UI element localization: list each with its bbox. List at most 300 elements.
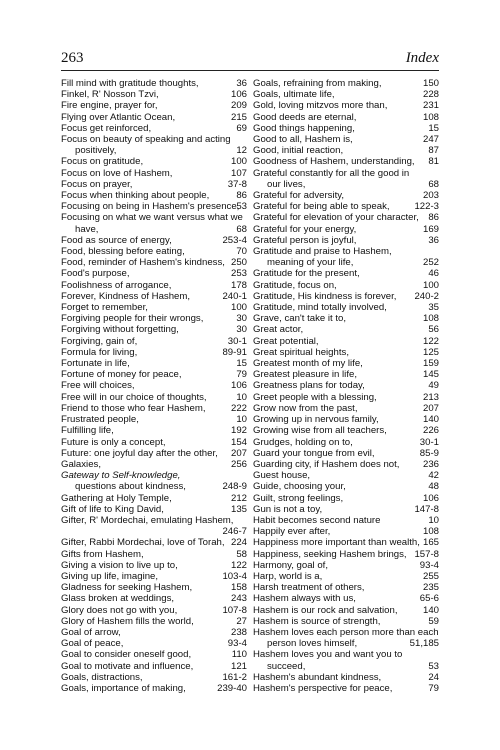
index-entry [61, 683, 247, 694]
entry-pages: 30-1 [227, 335, 247, 347]
entry-term: Free will choices, [61, 380, 135, 392]
index-entry [253, 481, 439, 492]
index-entry [61, 549, 247, 560]
index-entry [61, 627, 247, 638]
entry-pages: 10 [236, 391, 247, 403]
index-entry [61, 392, 247, 403]
entry-pages: 240-2 [414, 290, 439, 302]
entry-pages: 93-4 [419, 559, 439, 571]
entry-term: Great spiritual heights, [253, 346, 349, 358]
entry-term: Focusing on what we want versus what we [61, 212, 243, 224]
entry-term: Fortunate in life, [61, 358, 130, 370]
entry-term: Friend to those who fear Hashem, [61, 402, 206, 414]
entry-continuation: succeed, 53 [267, 660, 439, 672]
index-entry [253, 649, 439, 671]
entry-term: Foolishness of arrogance, [61, 279, 172, 291]
index-entry [61, 448, 247, 459]
entry-pages: 231 [422, 100, 439, 112]
index-entry [253, 470, 439, 481]
entry-pages: 224 [230, 537, 247, 549]
entry-pages: 253-4 [222, 234, 247, 246]
entry-term: Goal of arrow, [61, 626, 121, 638]
index-entry [61, 571, 247, 582]
index-entry [61, 605, 247, 616]
section-title: Index [405, 50, 439, 66]
entry-pages: 252 [422, 257, 439, 269]
entry-pages: 53 [428, 660, 439, 672]
index-entry [253, 627, 439, 649]
entry-term: Grateful for elevation of your character, [253, 212, 419, 224]
entry-pages: 150 [422, 78, 439, 89]
entry-pages: 165 [422, 537, 439, 549]
entry-pages: 10 [428, 514, 439, 526]
entry-term: Goals, refraining from making, [253, 78, 382, 89]
entry-term: Forget to remember, [61, 302, 148, 314]
entry-term: Good things happening, [253, 122, 355, 134]
entry-term: Hashem is our rock and salvation, [253, 604, 398, 616]
index-entry [253, 112, 439, 123]
entry-term: Gateway to Self-knowledge, [61, 470, 181, 482]
entry-term: Giving up life, imagine, [61, 570, 159, 582]
entry-term: Good to all, Hashem is, [253, 134, 353, 146]
index-entry [61, 515, 247, 537]
index-entry [61, 313, 247, 324]
entry-term: Happiness more important than wealth, [253, 537, 420, 549]
entry-term: Free will in our choice of thoughts, [61, 391, 207, 403]
index-entry [253, 414, 439, 425]
entry-continuation: meaning of your life, 252 [267, 257, 439, 269]
index-entry [253, 336, 439, 347]
index-entry [61, 89, 247, 100]
entry-term: Food, blessing before eating, [61, 246, 185, 258]
entry-pages: 27 [236, 615, 247, 627]
entry-pages: 70 [236, 246, 247, 258]
index-entry [253, 235, 439, 246]
index-entry [61, 369, 247, 380]
entry-term: Fulfilling life, [61, 425, 114, 437]
index-entry [253, 369, 439, 380]
entry-term: Forgiving, gain of, [61, 335, 138, 347]
entry-pages: 87 [428, 145, 439, 157]
entry-pages: 79 [428, 682, 439, 694]
index-entry [61, 537, 247, 548]
entry-pages: 35 [428, 302, 439, 314]
entry-pages: 36 [428, 234, 439, 246]
index-entry [253, 605, 439, 616]
entry-pages: 85-9 [419, 447, 439, 459]
index-entry [253, 324, 439, 335]
entry-term: Goals, importance of making, [61, 682, 186, 694]
entry-term: Finkel, R' Nosson Tzvi, [61, 89, 159, 101]
entry-term: Glory of Hashem fills the world, [61, 615, 194, 627]
entry-pages: 59 [428, 615, 439, 627]
entry-term: Grateful for being able to speak, [253, 201, 390, 213]
index-entry [61, 134, 247, 156]
index-entry [61, 246, 247, 257]
entry-term: Grateful for your energy, [253, 223, 357, 235]
entry-continuation: positively, 12 [75, 145, 247, 157]
entry-pages: 15 [236, 358, 247, 370]
entry-pages: 243 [230, 593, 247, 605]
index-entry [61, 168, 247, 179]
entry-pages: 30 [236, 324, 247, 336]
index-entry [253, 549, 439, 560]
entry-term: Grateful person is joyful, [253, 234, 357, 246]
index-entry [61, 112, 247, 123]
entry-pages: 222 [230, 402, 247, 414]
entry-term: Gratitude, His kindness is forever, [253, 290, 397, 302]
entry-pages: 203 [422, 190, 439, 202]
entry-term: Gathering at Holy Temple, [61, 492, 172, 504]
index-entry [253, 392, 439, 403]
entry-continuation [61, 526, 247, 537]
entry-pages: 86 [236, 190, 247, 202]
entry-pages: 108 [422, 526, 439, 538]
entry-pages: 68 [236, 223, 247, 235]
entry-pages: 51,185 [409, 638, 439, 650]
entry-term: Happily ever after, [253, 526, 331, 538]
entry-term: Grateful for adversity, [253, 190, 344, 202]
entry-term: Guilt, strong feelings, [253, 492, 344, 504]
index-entry [253, 683, 439, 694]
entry-pages: 106 [230, 89, 247, 101]
entry-pages: 106 [422, 492, 439, 504]
index-entry [61, 649, 247, 660]
entry-term: Galaxies, [61, 458, 101, 470]
entry-pages: 56 [428, 324, 439, 336]
entry-term: Focus when thinking about people, [61, 190, 210, 202]
entry-term: Greet people with a blessing, [253, 391, 377, 403]
entry-term: Growing wise from all teachers, [253, 425, 387, 437]
index-entry [253, 504, 439, 515]
entry-pages: 53 [236, 201, 247, 213]
index-entry [253, 515, 439, 526]
entry-term: Glass broken at weddings, [61, 593, 175, 605]
entry-continuation: person loves himself, 51,185 [267, 638, 439, 650]
entry-pages: 240-1 [222, 290, 247, 302]
entry-term: Gifts from Hashem, [61, 548, 144, 560]
entry-pages: 122-3 [414, 201, 439, 213]
entry-term: Harmony, goal of, [253, 559, 329, 571]
entry-term: Focus get reinforced, [61, 122, 152, 134]
index-entry [61, 257, 247, 268]
index-entry [61, 235, 247, 246]
entry-term: Focus on prayer, [61, 178, 133, 190]
entry-term: Grudges, holding on to, [253, 436, 353, 448]
entry-term: Glory does not go with you, [61, 604, 178, 616]
entry-term: Giving a vision to live up to, [61, 559, 178, 571]
index-entry [61, 302, 247, 313]
header-rule [61, 70, 439, 71]
entry-term: Frustrated people, [61, 414, 139, 426]
entry-pages: 49 [428, 380, 439, 392]
index-entry [253, 616, 439, 627]
index-entry [253, 459, 439, 470]
entry-pages: 235 [422, 582, 439, 594]
entry-pages: 213 [422, 391, 439, 403]
entry-term: Great potential, [253, 335, 319, 347]
index-entry [61, 582, 247, 593]
entry-pages: 158 [230, 582, 247, 594]
index-entry [253, 123, 439, 134]
index-entry [253, 526, 439, 537]
entry-pages: 122 [230, 559, 247, 571]
entry-term: Good deeds are eternal, [253, 111, 357, 123]
index-entry [61, 78, 247, 89]
index-entry [253, 280, 439, 291]
entry-term: Focus on beauty of speaking and acting [61, 134, 231, 146]
index-entry [61, 347, 247, 358]
entry-term: Focus on love of Hashem, [61, 167, 173, 179]
entry-term: Gratitude and praise to Hashem, [253, 246, 392, 258]
index-entry [253, 493, 439, 504]
entry-pages: 161-2 [222, 671, 247, 683]
index-entry [61, 100, 247, 111]
entry-pages: 86 [428, 212, 439, 224]
entry-term: Great actor, [253, 324, 304, 336]
entry-term: Guard your tongue from evil, [253, 447, 375, 459]
entry-pages: 48 [428, 481, 439, 493]
entry-pages: 30-1 [419, 436, 439, 448]
entry-pages: 255 [422, 570, 439, 582]
index-entry [61, 414, 247, 425]
index-entry [253, 672, 439, 683]
page-number: 263 [61, 50, 84, 66]
index-entry [61, 560, 247, 571]
entry-pages: 81 [428, 156, 439, 168]
entry-pages: 236 [422, 458, 439, 470]
index-entry [253, 437, 439, 448]
entry-pages: 246-7 [222, 526, 247, 538]
entry-pages: 100 [230, 156, 247, 168]
entry-term: Goal to consider oneself good, [61, 649, 192, 661]
entry-term: Hashem loves each person more than each [253, 626, 439, 638]
entry-term: Hashem's abundant kindness, [253, 671, 382, 683]
entry-pages: 30 [236, 313, 247, 325]
entry-term: Gifter, R' Mordechai, emulating Hashem, [61, 514, 234, 526]
entry-pages: 169 [422, 223, 439, 235]
index-entry [253, 380, 439, 391]
index-entry [253, 100, 439, 111]
entry-pages: 215 [230, 111, 247, 123]
index-entry [61, 190, 247, 201]
entry-pages: 147-8 [414, 503, 439, 515]
index-entry [61, 425, 247, 436]
index-entry [253, 145, 439, 156]
entry-continuation: have, 68 [75, 223, 247, 235]
index-entry [253, 358, 439, 369]
entry-pages: 140 [422, 414, 439, 426]
entry-term: Gratitude, mind totally involved, [253, 302, 387, 314]
entry-term: Gratitude for the present, [253, 268, 360, 280]
index-entry [61, 661, 247, 672]
entry-term: Greatest month of my life, [253, 358, 363, 370]
index-entry [61, 123, 247, 134]
entry-term: Hashem is source of strength, [253, 615, 381, 627]
entry-term: Good, initial reaction, [253, 145, 344, 157]
entry-pages: 24 [428, 671, 439, 683]
index-entry [253, 268, 439, 279]
entry-pages: 89-91 [222, 346, 247, 358]
entry-pages: 68 [428, 178, 439, 190]
index-entry [253, 403, 439, 414]
entry-term: Gratitude, focus on, [253, 279, 337, 291]
entry-pages: 178 [230, 279, 247, 291]
entry-pages: 122 [422, 335, 439, 347]
entry-term: Gold, loving mitzvos more than, [253, 100, 388, 112]
entry-pages: 100 [230, 302, 247, 314]
index-entry [61, 268, 247, 279]
entry-pages: 207 [422, 402, 439, 414]
index-entry [253, 537, 439, 548]
index-entry [61, 280, 247, 291]
index-entry [253, 582, 439, 593]
index-entry [253, 560, 439, 571]
entry-term: Goals, ultimate life, [253, 89, 335, 101]
entry-term: Forgiving without forgetting, [61, 324, 179, 336]
entry-term: Hashem loves you and want you to [253, 649, 403, 661]
entry-pages: 58 [236, 548, 247, 560]
entry-pages: 15 [428, 122, 439, 134]
entry-pages: 209 [230, 100, 247, 112]
entry-term: Hashem always with us, [253, 593, 356, 605]
index-entry [253, 89, 439, 100]
index-entry [61, 201, 247, 212]
index-entry [61, 336, 247, 347]
index-entry [253, 313, 439, 324]
entry-pages: 10 [236, 414, 247, 426]
entry-term: Gladness for seeking Hashem, [61, 582, 193, 594]
entry-pages: 256 [230, 458, 247, 470]
index-entry [253, 78, 439, 89]
entry-term: Grow now from the past, [253, 402, 358, 414]
index-column-right [253, 78, 439, 694]
entry-pages: 125 [422, 346, 439, 358]
entry-pages: 106 [230, 380, 247, 392]
index-entry [253, 593, 439, 604]
entry-term: Hashem's perspective for peace, [253, 682, 393, 694]
entry-pages: 135 [230, 503, 247, 515]
entry-term: Food as source of energy, [61, 234, 172, 246]
index-entry [61, 616, 247, 627]
entry-pages: 253 [230, 268, 247, 280]
entry-pages: 108 [422, 313, 439, 325]
entry-term: Habit becomes second nature [253, 514, 381, 526]
entry-term: Gift of life to King David, [61, 503, 164, 515]
index-entry [61, 291, 247, 302]
entry-term: Food's purpose, [61, 268, 130, 280]
entry-term: Guarding city, if Hashem does not, [253, 458, 400, 470]
index-entry [253, 425, 439, 436]
entry-term: Greatness plans for today, [253, 380, 365, 392]
entry-pages: 192 [230, 425, 247, 437]
entry-term: Grateful constantly for all the good in [253, 167, 410, 179]
entry-pages: 46 [428, 268, 439, 280]
entry-pages: 247 [422, 134, 439, 146]
entry-pages: 239-40 [217, 682, 247, 694]
index-entry [61, 403, 247, 414]
index-entry [253, 291, 439, 302]
index-entry [253, 201, 439, 212]
entry-pages: 93-4 [227, 638, 247, 650]
index-entry [253, 168, 439, 190]
index-entry [61, 493, 247, 504]
entry-term: Greatest pleasure in life, [253, 369, 357, 381]
entry-pages: 79 [236, 369, 247, 381]
entry-term: Fortune of money for peace, [61, 369, 182, 381]
entry-term: Guest house, [253, 470, 311, 482]
index-entry [61, 156, 247, 167]
entry-term: Flying over Atlantic Ocean, [61, 111, 176, 123]
entry-pages: 107 [230, 167, 247, 179]
entry-term: Focus on gratitude, [61, 156, 144, 168]
entry-pages: 212 [230, 492, 247, 504]
index-entry [253, 448, 439, 459]
entry-pages: 42 [428, 470, 439, 482]
index-entry [61, 470, 247, 492]
entry-pages: 65-6 [419, 593, 439, 605]
index-entry [61, 638, 247, 649]
index-entry [61, 672, 247, 683]
entry-pages: 157-8 [414, 548, 439, 560]
entry-pages: 36 [236, 78, 247, 89]
entry-pages: 69 [236, 122, 247, 134]
entry-term: Happiness, seeking Hashem brings, [253, 548, 407, 560]
index-entry [61, 459, 247, 470]
entry-term: Goodness of Hashem, understanding, [253, 156, 415, 168]
entry-term: Gun is not a toy, [253, 503, 323, 515]
entry-term: Gifter, Rabbi Mordechai, love of Torah, [61, 537, 225, 549]
index-entry [253, 134, 439, 145]
entry-pages: 250 [230, 257, 247, 269]
entry-pages: 228 [422, 89, 439, 101]
entry-term: Goal of peace, [61, 638, 124, 650]
entry-pages: 226 [422, 425, 439, 437]
entry-pages: 121 [230, 660, 247, 672]
index-entry [61, 504, 247, 515]
index-entry [61, 593, 247, 604]
index-entry [61, 437, 247, 448]
index-entry [253, 246, 439, 268]
entry-pages: 103-4 [222, 570, 247, 582]
entry-continuation: our lives, 68 [267, 178, 439, 190]
entry-term: Goals, distractions, [61, 671, 143, 683]
entry-pages: 207 [230, 447, 247, 459]
entry-pages: 108 [422, 111, 439, 123]
entry-term: Future: one joyful day after the other, [61, 447, 218, 459]
index-entry [61, 179, 247, 190]
index-column-left [61, 78, 247, 694]
entry-pages: 100 [422, 279, 439, 291]
entry-pages: 12 [236, 145, 247, 157]
index-entry [253, 571, 439, 582]
index-entry [253, 212, 439, 223]
index-entry [253, 190, 439, 201]
index-entry [253, 302, 439, 313]
entry-term: Growing up in nervous family, [253, 414, 379, 426]
entry-continuation: questions about kindness, 248-9 [75, 481, 247, 493]
entry-term: Focusing on being in Hashem's presence, [61, 201, 240, 213]
entry-term: Grave, can't take it to, [253, 313, 347, 325]
index-entry [253, 224, 439, 235]
entry-pages: 159 [422, 358, 439, 370]
entry-pages: 238 [230, 626, 247, 638]
entry-term: Harp, world is a, [253, 570, 323, 582]
entry-term: Forgiving people for their wrongs, [61, 313, 204, 325]
entry-pages: 107-8 [222, 604, 247, 616]
index-entry [253, 347, 439, 358]
entry-term: Harsh treatment of others, [253, 582, 365, 594]
